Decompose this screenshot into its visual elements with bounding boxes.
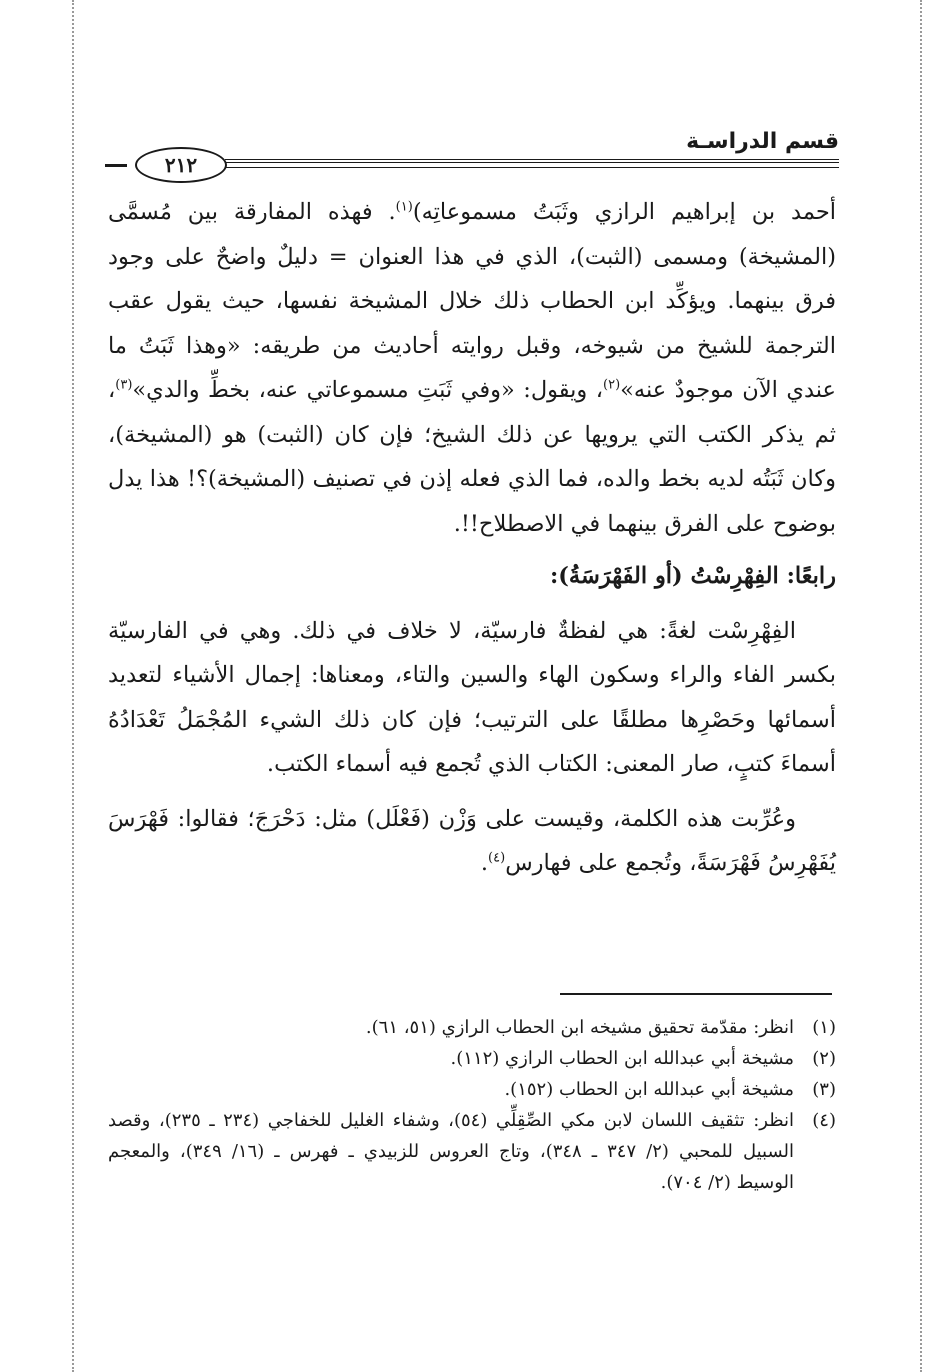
page-number: ٢١٢	[135, 147, 227, 183]
paragraph-3-text-b: .	[480, 850, 489, 876]
footnote-number: (١)	[812, 1017, 836, 1038]
section-heading: رابعًا: الفِهْرِسْتُ (أو الفَهْرَسَةُ):	[549, 563, 836, 589]
footnote-separator	[560, 993, 832, 995]
paragraph-1-text-c: ، ويقول: «وفي ثَبَتِ مسموعاتي عنه، بخطِّ والدي»	[132, 377, 603, 403]
footnote-ref-3: (٣)	[115, 377, 133, 393]
footnote	[108, 1074, 836, 1105]
footnote-text: مشيخة أبي عبدالله ابن الحطاب الرازي (١١٢).	[450, 1048, 794, 1069]
footnote	[108, 1105, 836, 1198]
page-header	[105, 125, 839, 185]
footnote-text: مشيخة أبي عبدالله ابن الحطاب (١٥٢).	[504, 1079, 794, 1100]
paragraph-2: الفِهْرِسْت لغةً: هي لفظةٌ فارسيّة، لا خلاف في ذلك. وهي في الفارسيّة بكسر الفاء والراء وسكون الهاء والسين والتاء، ومعناها: إجمال الأشياء لتعديد أسمائها وحَصْرِها مطلقًا على الترتيب؛ فإن كان ذلك الشيء المُجْمَلُ تَعْدَادُهُ أسماءَ كتبٍ، صار المعنى: الكتاب الذي تُجمع فيه أسماء الكتب.	[108, 617, 836, 777]
footnote-number: (٢)	[812, 1048, 836, 1069]
footnote-ref-2: (٢)	[603, 377, 621, 393]
paragraph-3-text-a: وعُرِّبت هذه الكلمة، وقيست على وَزْن (فَعْلَل) مثل: دَحْرَجَ؛ فقالوا: فَهْرَسَ يُفَهْرِسُ فَهْرَسَةً، وتُجمع على فهارس	[108, 805, 836, 876]
paragraph-1-text-b: . فهذه المفارقة بين مُسمَّى (المشيخة) ومسمى (الثبت)، الذي في هذا العنوان = دليلٌ واضحٌ على وجود فرق بينهما. ويؤكِّد ابن الحطاب ذلك خلال المشيخة نفسها، حيث يقول عقب الترجمة للشيخ من شيوخه، وقبل روايته أحاديث من طريقه: «وهذا ثَبَتُ ما عندي الآن موجودٌ عنه»	[108, 199, 836, 403]
section-title: قسم الدراسـة	[686, 129, 839, 154]
footnote-ref-4: (٤)	[488, 850, 506, 866]
footnote-text: انظر: تثقيف اللسان لابن مكي الصِّقِلِّي (٥٤)، وشفاء الغليل للخفاجي (٢٣٤ ـ ٢٣٥)، وقصد السبيل للمحبي (٢/ ٣٤٧ ـ ٣٤٨)، وتاج العروس للزبيدي ـ فهرس ـ (١٦/ ٣٤٩)، والمعجم الوسيط (٢/ ٧٠٤).	[108, 1110, 794, 1193]
page-number-dash	[105, 164, 127, 167]
body-text	[108, 190, 836, 886]
scan-edge-dots-left	[72, 0, 74, 1372]
page-number-badge	[105, 147, 227, 183]
header-rule	[225, 159, 839, 168]
paragraph-1-text-d: ، ثم يذكر الكتب التي يرويها عن ذلك الشيخ؛ فإن كان (الثبت) هو (المشيخة)، وكان ثَبَتُه لديه بخط والده، فما الذي فعله إذن في تصنيف (المشيخة)؟! هذا يدل بوضوح على الفرق بينهما في الاصطلاح!!.	[108, 377, 836, 537]
footnote-number: (٣)	[812, 1079, 836, 1100]
footnote-text: انظر: مقدّمة تحقيق مشيخه ابن الحطاب الرازي (٥١، ٦١).	[365, 1017, 794, 1038]
paragraph-3	[108, 797, 836, 886]
footnote-ref-1: (١)	[395, 199, 413, 215]
footnote-number: (٤)	[812, 1110, 836, 1131]
footnote	[108, 1012, 836, 1043]
footnotes	[108, 1012, 836, 1198]
scan-edge-dots-right	[920, 0, 922, 1372]
paragraph-1	[108, 190, 836, 546]
footnote	[108, 1043, 836, 1074]
paragraph-1-text-a: أحمد بن إبراهيم الرازي وثَبَتُ مسموعاتِه)	[412, 199, 836, 225]
